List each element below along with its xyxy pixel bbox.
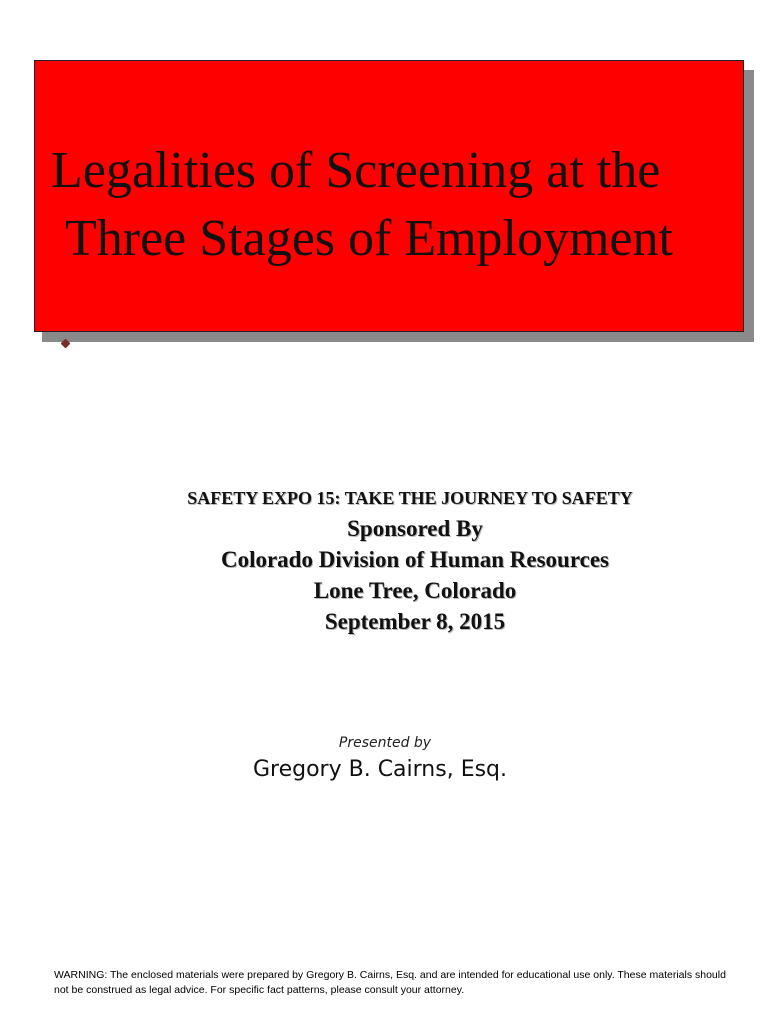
sponsor-name: Colorado Division of Human Resources: [220, 547, 610, 572]
sponsored-by-label: Sponsored By: [347, 516, 483, 541]
title-line-2: Three Stages of Employment: [65, 210, 673, 267]
event-location: Lone Tree, Colorado: [313, 578, 517, 603]
title-line-1: Legalities of Screening at the: [51, 142, 661, 199]
title-box: [34, 60, 744, 332]
presenter-name: Gregory B. Cairns, Esq.: [252, 757, 508, 782]
sponsor-block: [0, 513, 770, 637]
event-title: SAFETY EXPO 15: TAKE THE JOURNEY TO SAFETY: [187, 488, 633, 508]
event-date: September 8, 2015: [324, 609, 506, 634]
presented-by-label: Presented by: [338, 735, 432, 751]
legal-warning: WARNING: The enclosed materials were prepared by Gregory B. Cairns, Esq. and are intended for educational use only. These materials should not be construed as legal advice. For specific fact patterns, please consult your attorney.: [54, 969, 726, 996]
